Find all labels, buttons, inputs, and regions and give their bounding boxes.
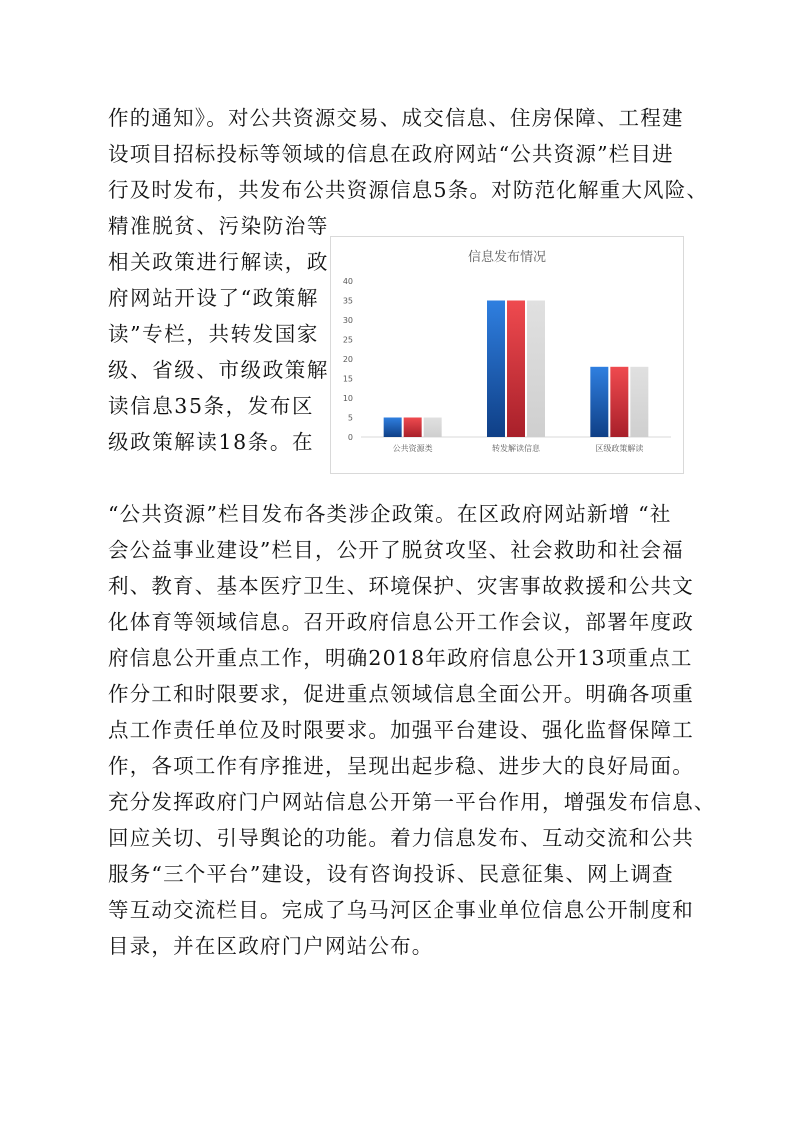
paragraph-line: “公共资源”栏目发布各类涉企政策。在区政府网站新增 “社 [108, 502, 672, 526]
paragraph-line: 目录，并在区政府门户网站公布。 [108, 934, 434, 958]
paragraph-line: 点工作责任单位及时限要求。加强平台建设、强化监督保障工 [108, 718, 694, 742]
y-tick-label: 0 [347, 433, 353, 442]
paragraph-line: 读信息35条，发布区 [108, 394, 315, 418]
paragraph-line: 服务“三个平台”建设，设有咨询投诉、民意征集、网上调查 [108, 862, 674, 886]
y-tick-label: 35 [342, 296, 353, 306]
paragraph-line: 作的通知》。对公共资源交易、成交信息、住房保障、工程建 [108, 106, 684, 130]
bar [610, 367, 628, 437]
paragraph-line: 行及时发布，共发布公共资源信息5条。对防范化解重大风险、 [108, 178, 709, 202]
paragraph-line: 作，各项工作有序推进，呈现出起步稳、进步大的良好局面。 [108, 754, 694, 778]
bar [404, 418, 422, 438]
paragraph-line: 府信息公开重点工作，明确2018年政府信息公开13项重点工 [108, 646, 693, 670]
paragraph-line: 回应关切、引导舆论的功能。着力信息发布、互动交流和公共 [108, 826, 694, 850]
paragraph-line: 会公益事业建设”栏目，公开了脱贫攻坚、社会救助和社会福 [108, 538, 684, 562]
y-tick-label: 40 [342, 277, 353, 286]
y-tick-label: 5 [347, 413, 353, 423]
x-tick-label: 区级政策解读 [595, 444, 644, 453]
y-tick-label: 10 [342, 394, 353, 403]
chart-svg [331, 237, 683, 473]
paragraph-line: 充分发挥政府门户网站信息公开第一平台作用，增强发布信息、 [108, 790, 716, 814]
bar [507, 301, 525, 438]
paragraph-line: 相关政策进行解读，政 [108, 250, 329, 274]
bar [487, 301, 505, 438]
y-tick-label: 30 [342, 316, 353, 325]
paragraph-line: 利、教育、基本医疗卫生、环境保护、灾害事故救援和公共文 [108, 574, 694, 598]
paragraph-line: 作分工和时限要求，促进重点领域信息全面公开。明确各项重 [108, 682, 694, 706]
paragraph-line: 读”专栏，共转发国家 [108, 322, 319, 346]
paragraph-line: 化体育等领域信息。召开政府信息公开工作会议，部署年度政 [108, 610, 694, 634]
x-tick-label: 公共资源类 [392, 444, 433, 453]
chart-title: 信息发布情况 [467, 250, 547, 265]
bar-chart [330, 236, 684, 474]
bar [424, 418, 442, 438]
bar [527, 301, 545, 438]
y-tick-label: 20 [342, 355, 353, 364]
paragraph-line: 府网站开设了“政策解 [108, 286, 319, 310]
paragraph-line: 设项目招标投标等领域的信息在政府网站“公共资源”栏目进 [108, 142, 674, 166]
paragraph-line: 等互动交流栏目。完成了乌马河区企事业单位信息公开制度和 [108, 898, 694, 922]
y-tick-label: 25 [342, 335, 353, 345]
paragraph-line: 级政策解读18条。在 [108, 430, 315, 454]
bar [384, 418, 402, 438]
paragraph-line: 级、省级、市级政策解 [108, 358, 329, 382]
bar [630, 367, 648, 437]
bar [590, 367, 608, 437]
y-tick-label: 15 [342, 374, 353, 384]
paragraph-line: 精准脱贫、污染防治等 [108, 214, 329, 238]
x-tick-label: 转发解读信息 [492, 444, 540, 453]
